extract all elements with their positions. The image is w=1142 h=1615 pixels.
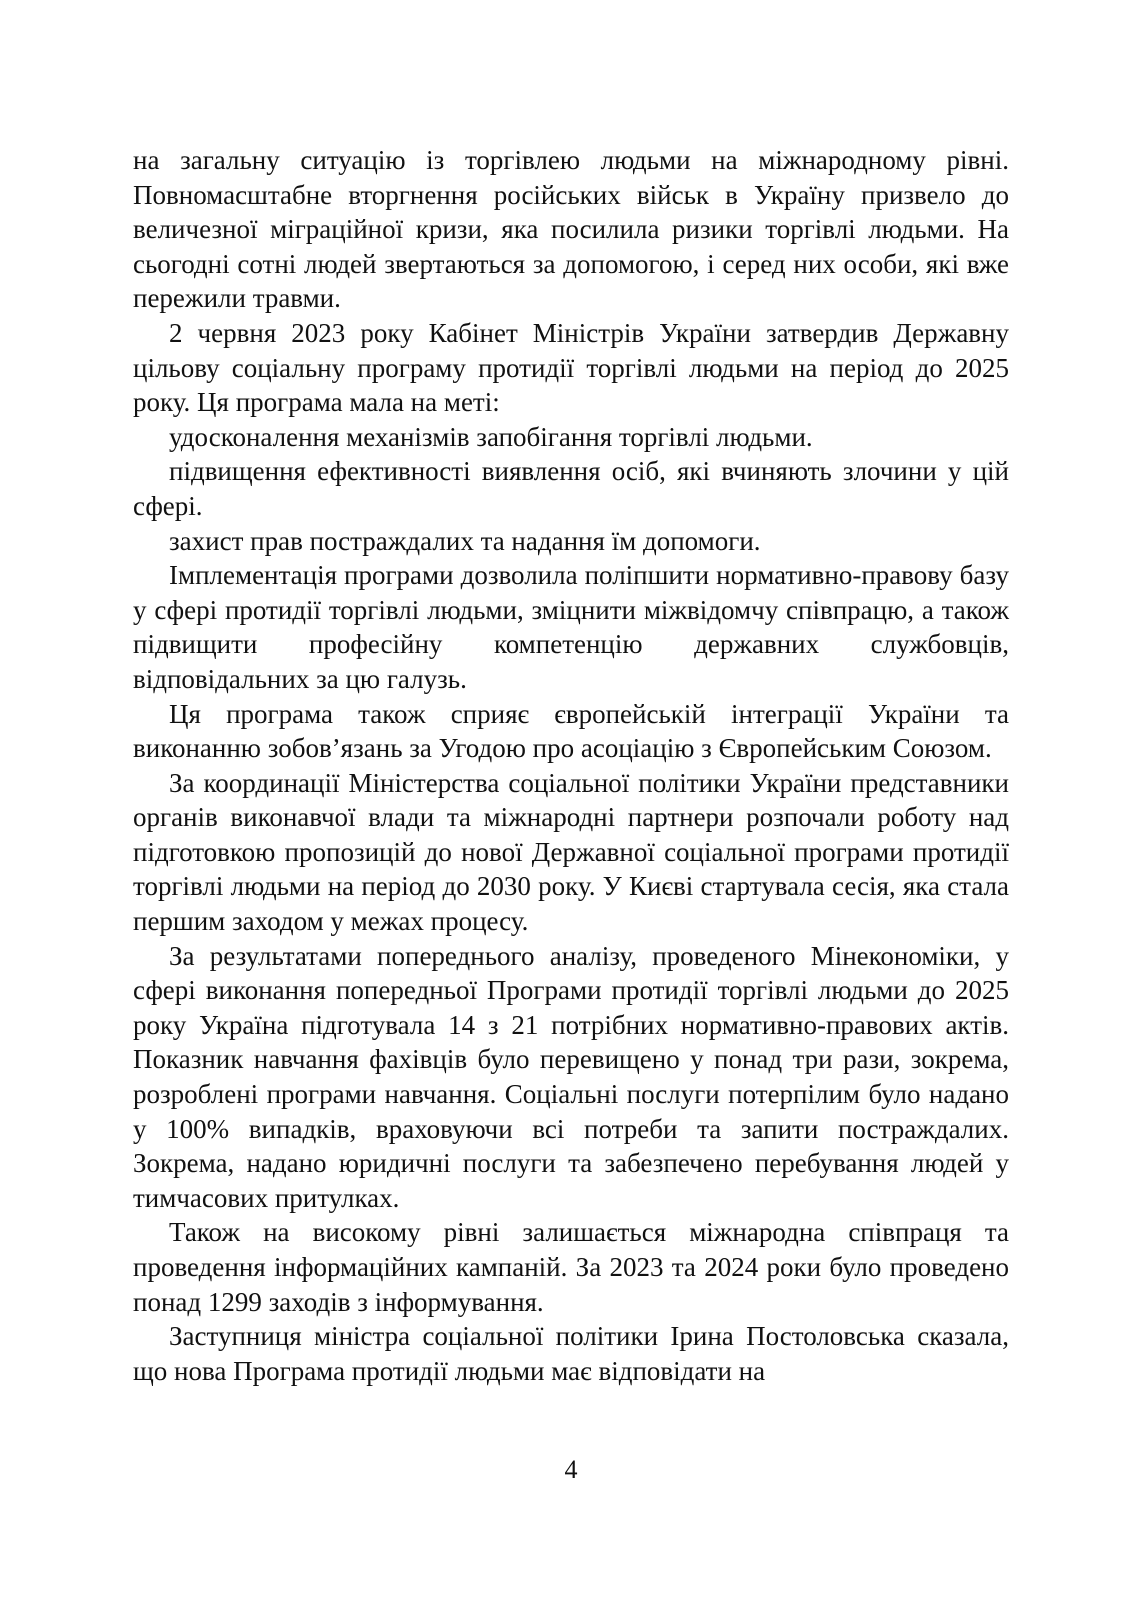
- list-item: удосконалення механізмів запобігання торгівлі людьми.: [169, 421, 813, 452]
- paragraph-european-integration: Ця програма також сприяє європейській інтеграції України та виконанню зобов’язань за Угодою про асоціацію з Європейським Союзом.: [133, 698, 1009, 764]
- page-number: 4: [564, 1455, 578, 1484]
- paragraph-coordination: За координації Міністерства соціальної політики України представники органів виконавчої влади та міжнародні партнери розпочали роботу над підготовкою пропозицій до нової Державної соціальної програми протидії торгівлі людьми на період до 2030 року. У Києві стартувала сесія, яка стала першим заходом у межах процесу.: [133, 767, 1009, 937]
- paragraph-international-cooperation: Також на високому рівні залишається міжнародна співпраця та проведення інформаційних кампаній. За 2023 та 2024 роки було проведено понад 1299 заходів з інформування.: [133, 1217, 1009, 1317]
- paragraph-analysis-results: За результатами попереднього аналізу, проведеного Мінекономіки, у сфері виконання попередньої Програми протидії торгівлі людьми до 2025 року Україна підготувала 14 з 21 потрібних нормативно-правових актів. Показник навчання фахівців було перевищено у понад три рази, зокрема, розроблені програми навчання. Соціальні послуги потерпілим було надано у 100% випадків, враховуючи всі потреби та запити постраждалих. Зокрема, надано юридичні послуги та забезпечено перебування людей у тимчасових притулках.: [133, 940, 1009, 1213]
- list-item: підвищення ефективності виявлення осіб, які вчиняють злочини у цій сфері.: [133, 456, 1009, 521]
- document-page: [133, 143, 1009, 1388]
- paragraph-implementation: Імплементація програми дозволила поліпшити нормативно-правову базу у сфері протидії торгівлі людьми, зміцнити міжвідомчу співпрацю, а також підвищити професійну компетенцію державних службовців, відповідальних за цю галузь.: [133, 560, 1009, 694]
- paragraph-program-approval: 2 червня 2023 року Кабінет Міністрів України затвердив Державну цільову соціальну програму протидії торгівлі людьми на період до 2025 року. Ця програма мала на меті:: [133, 317, 1009, 418]
- paragraph-continuation: на загальну ситуацію із торгівлею людьми на міжнародному рівні. Повномасштабне вторгнення російських військ в Україну призвело до величезної міграційної кризи, яка посилила ризики торгівлі людьми. На сьогодні сотні людей звертаються за допомогою, і серед них особи, які вже пережили травми.: [133, 145, 1009, 314]
- paragraph-deputy-minister: Заступниця міністра соціальної політики Ірина Постоловська сказала, що нова Програма протидії людьми має відповідати на: [133, 1321, 1009, 1386]
- list-item: захист прав постраждалих та надання їм допомоги.: [169, 525, 761, 556]
